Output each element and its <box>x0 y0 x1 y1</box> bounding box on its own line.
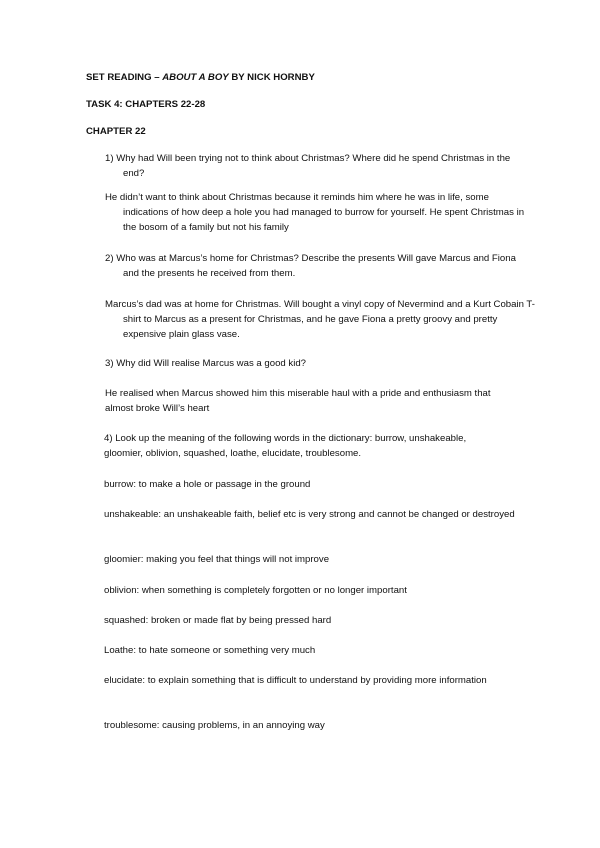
definition-loathe: Loathe: to hate someone or something very much <box>104 645 316 656</box>
definition-troublesome: troublesome: causing problems, in an annoying way <box>104 720 325 731</box>
definition-oblivion: oblivion: when something is completely forgotten or no longer important <box>104 585 407 596</box>
document-heading <box>86 70 526 85</box>
question-2: 2) Who was at Marcus’s home for Christmas? Describe the presents Will gave Marcus and Fiona and the presents he received from them. <box>105 253 516 279</box>
answer-1: He didn’t want to think about Christmas because it reminds him where he was in life, some indications of how deep a hole you had managed to burrow for yourself. He spent Christmas in the bosom of a family but not his family <box>105 192 525 233</box>
answer-2: Marcus’s dad was at home for Christmas. Will bought a vinyl copy of Nevermind and a Kurt Cobain T-shirt to Marcus as a present for Christmas, and he gave Fiona a pretty groovy and pretty expensive plain glass vase. <box>105 299 535 340</box>
chapter-title: CHAPTER 22 <box>86 126 146 137</box>
definition-squashed: squashed: broken or made flat by being pressed hard <box>104 615 332 626</box>
answer-3: He realised when Marcus showed him this miserable haul with a pride and enthusiasm that almost broke Will’s heart <box>105 388 491 414</box>
question-3: 3) Why did Will realise Marcus was a good kid? <box>105 358 307 369</box>
heading-suffix: BY NICK HORNBY <box>228 72 315 83</box>
definition-gloomier: gloomier: making you feel that things will not improve <box>104 554 330 565</box>
definition-elucidate: elucidate: to explain something that is difficult to understand by providing more information <box>104 675 487 686</box>
heading-book-title: ABOUT A BOY <box>162 72 229 83</box>
heading-prefix: SET READING – <box>86 72 163 83</box>
task-title: TASK 4: CHAPTERS 22-28 <box>86 99 206 110</box>
definition-burrow: burrow: to make a hole or passage in the ground <box>104 479 311 490</box>
question-1: 1) Why had Will been trying not to think about Christmas? Where did he spend Christmas in the end? <box>105 153 511 179</box>
question-4: 4) Look up the meaning of the following words in the dictionary: burrow, unshakeable, gloomier, oblivion, squashed, loathe, elucidate, troublesome. <box>104 433 467 459</box>
definition-unshakeable: unshakeable: an unshakeable faith, belief etc is very strong and cannot be changed or destroyed <box>104 509 515 520</box>
